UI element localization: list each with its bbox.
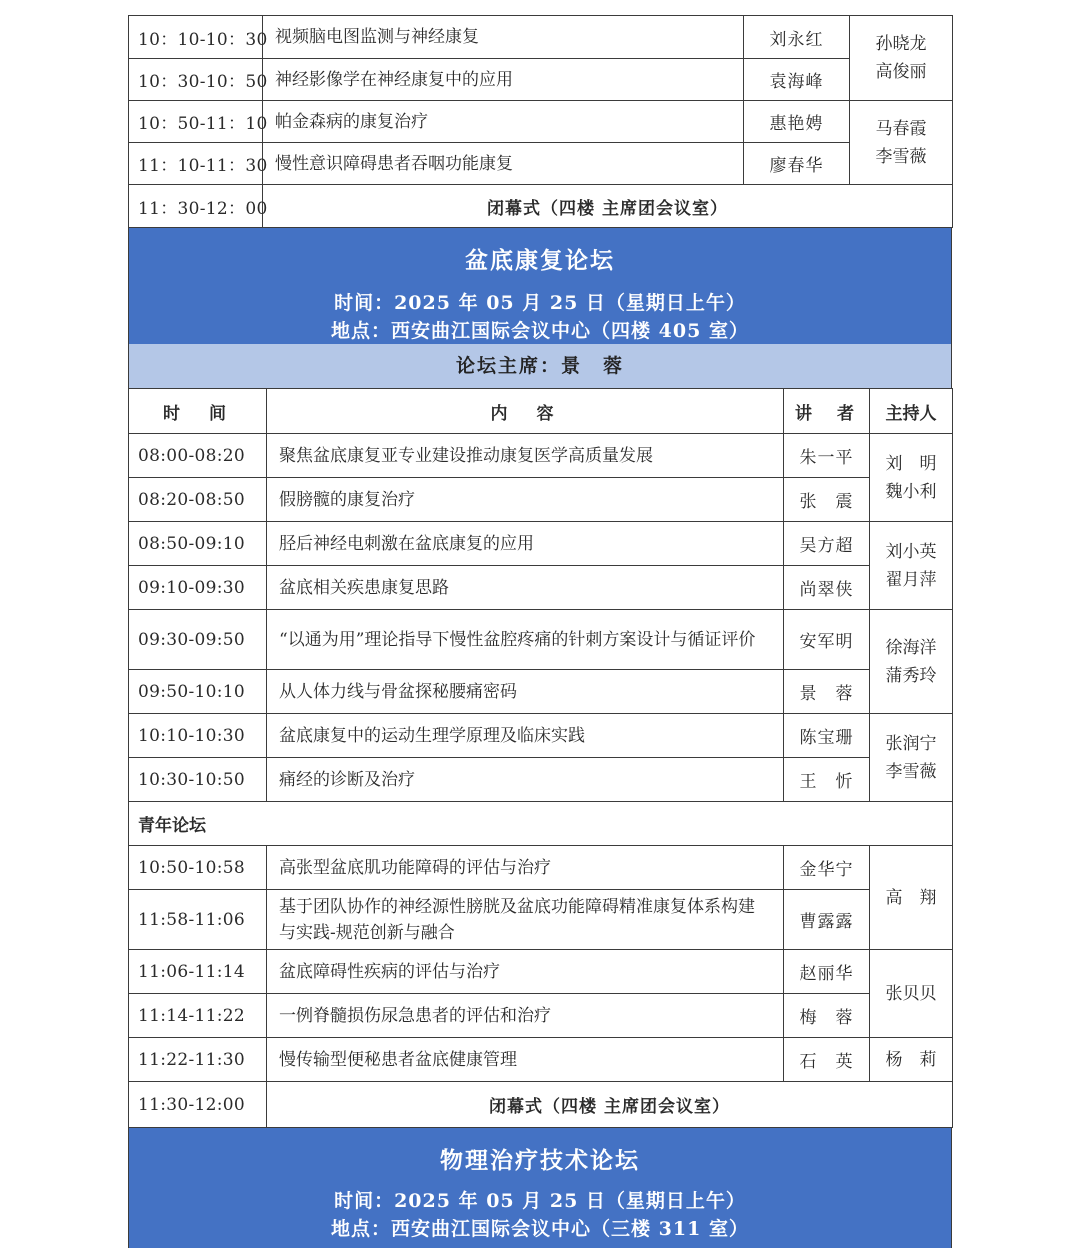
speaker-cell: 赵丽华 — [784, 950, 870, 994]
time-cell: 10：10-10：30 — [129, 16, 263, 59]
forum-schedule-table — [128, 388, 953, 1128]
time-cell: 10：30-10：50 — [129, 59, 263, 101]
host-cell: 高 翔 — [870, 846, 953, 950]
agenda-page — [128, 15, 952, 1248]
header-host: 主持人 — [870, 389, 953, 434]
forum-place: 地点：西安曲江国际会议中心（四楼 405 室） — [331, 320, 749, 342]
speaker-cell: 袁海峰 — [744, 59, 850, 101]
table-row — [129, 566, 953, 610]
time-cell: 11:22-11:30 — [129, 1038, 267, 1082]
content-cell: 聚焦盆底康复亚专业建设推动康复医学高质量发展 — [267, 434, 784, 478]
time-cell: 11:30-12:00 — [129, 1082, 267, 1128]
host-name: 马春霞 — [875, 118, 927, 139]
youth-forum-label: 青年论坛 — [129, 802, 953, 846]
content-cell: 帕金森病的康复治疗 — [263, 101, 744, 143]
content-cell: 盆底康复中的运动生理学原理及临床实践 — [267, 714, 784, 758]
host-name: 高俊丽 — [875, 62, 927, 82]
host-name: 蒲秀玲 — [885, 665, 937, 686]
time-cell: 10：50-11：10 — [129, 101, 263, 143]
table-row — [129, 101, 953, 143]
table-row — [129, 610, 953, 670]
forum-title: 盆底康复论坛 — [465, 247, 615, 274]
content-cell: 痛经的诊断及治疗 — [267, 758, 784, 802]
forum-time: 时间：2025 年 05 月 25 日（星期日上午） — [334, 1190, 746, 1212]
time-cell: 08:00-08:20 — [129, 434, 267, 478]
host-cell — [870, 610, 953, 714]
speaker-cell: 刘永红 — [744, 16, 850, 59]
time-cell: 08:50-09:10 — [129, 522, 267, 566]
speaker-cell: 梅 蓉 — [784, 994, 870, 1038]
speaker-cell: 金华宁 — [784, 846, 870, 890]
host-name: 徐海洋 — [885, 637, 937, 658]
section-row — [129, 802, 953, 846]
host-cell — [870, 434, 953, 522]
table-row — [129, 522, 953, 566]
host-name: 张润宁 — [885, 733, 937, 754]
speaker-cell: 张 震 — [784, 478, 870, 522]
header-speaker: 讲 者 — [784, 389, 870, 434]
speaker-cell: 王 忻 — [784, 758, 870, 802]
content-cell: 盆底相关疾患康复思路 — [267, 566, 784, 610]
table-row — [129, 714, 953, 758]
host-cell: 杨 莉 — [870, 1038, 953, 1082]
forum-time: 时间：2025 年 05 月 25 日（星期日上午） — [334, 292, 746, 314]
closing-label: 闭幕式（四楼 主席团会议室） — [267, 1082, 953, 1128]
speaker-cell: 吴方超 — [784, 522, 870, 566]
content-cell: 假膀髋的康复治疗 — [267, 478, 784, 522]
host-name: 魏小利 — [885, 481, 937, 502]
table-row — [129, 434, 953, 478]
speaker-cell: 曹露露 — [784, 890, 870, 950]
time-cell: 10:30-10:50 — [129, 758, 267, 802]
content-cell: 神经影像学在神经康复中的应用 — [263, 59, 744, 101]
table-row — [129, 950, 953, 994]
table-row — [129, 890, 953, 950]
time-cell: 11:14-11:22 — [129, 994, 267, 1038]
table-row — [129, 16, 953, 59]
host-name: 孙晓龙 — [875, 34, 927, 54]
content-cell: 视频脑电图监测与神经康复 — [263, 16, 744, 59]
forum-title: 物理治疗技术论坛 — [440, 1147, 640, 1174]
time-cell: 11：30-12：00 — [129, 185, 263, 228]
forum-chair: 论坛主席：景 蓉 — [128, 344, 952, 388]
table-row — [129, 670, 953, 714]
time-cell: 10:50-10:58 — [129, 846, 267, 890]
speaker-cell: 尚翠侠 — [784, 566, 870, 610]
host-cell — [870, 714, 953, 802]
table-row — [129, 59, 953, 101]
host-name: 李雪薇 — [875, 146, 927, 167]
content-cell: 盆底障碍性疾病的评估与治疗 — [267, 950, 784, 994]
content-cell: 慢传输型便秘患者盆底健康管理 — [267, 1038, 784, 1082]
speaker-cell: 廖春华 — [744, 143, 850, 185]
forum-banner — [128, 228, 952, 344]
content-cell: 慢性意识障碍患者吞咽功能康复 — [263, 143, 744, 185]
time-cell: 11：10-11：30 — [129, 143, 263, 185]
speaker-cell: 陈宝珊 — [784, 714, 870, 758]
content-cell: 一例脊髓损伤尿急患者的评估和治疗 — [267, 994, 784, 1038]
time-cell: 11:06-11:14 — [129, 950, 267, 994]
time-cell: 09:30-09:50 — [129, 610, 267, 670]
top-schedule-table — [128, 15, 953, 228]
table-row — [129, 846, 953, 890]
speaker-cell: 安军明 — [784, 610, 870, 670]
speaker-cell: 朱一平 — [784, 434, 870, 478]
forum-place: 地点：西安曲江国际会议中心（三楼 311 室） — [331, 1218, 749, 1240]
table-header-row — [129, 389, 953, 434]
closing-row — [129, 185, 953, 228]
content-cell: 胫后神经电刺激在盆底康复的应用 — [267, 522, 784, 566]
speaker-cell: 景 蓉 — [784, 670, 870, 714]
table-row — [129, 758, 953, 802]
time-cell: 09:50-10:10 — [129, 670, 267, 714]
time-cell: 11:58-11:06 — [129, 890, 267, 950]
header-content: 内 容 — [267, 389, 784, 434]
header-time: 时 间 — [129, 389, 267, 434]
table-row — [129, 478, 953, 522]
content-cell: “以通为用”理论指导下慢性盆腔疼痛的针刺方案设计与循证评价 — [267, 610, 784, 670]
content-cell: 从人体力线与骨盆探秘腰痛密码 — [267, 670, 784, 714]
host-cell — [870, 522, 953, 610]
speaker-cell: 石 英 — [784, 1038, 870, 1082]
host-name: 李雪薇 — [885, 761, 937, 782]
forum-banner — [128, 1128, 952, 1248]
host-name: 刘小英 — [885, 541, 937, 562]
content-cell: 高张型盆底肌功能障碍的评估与治疗 — [267, 846, 784, 890]
table-row — [129, 1038, 953, 1082]
closing-row — [129, 1082, 953, 1128]
host-name: 翟月萍 — [885, 569, 937, 590]
host-cell — [850, 16, 953, 101]
closing-label: 闭幕式（四楼 主席团会议室） — [263, 185, 953, 228]
host-cell: 张贝贝 — [870, 950, 953, 1038]
content-cell: 基于团队协作的神经源性膀胱及盆底功能障碍精准康复体系构建与实践-规范创新与融合 — [267, 890, 784, 950]
time-cell: 08:20-08:50 — [129, 478, 267, 522]
time-cell: 10:10-10:30 — [129, 714, 267, 758]
table-row — [129, 143, 953, 185]
speaker-cell: 惠艳娉 — [744, 101, 850, 143]
table-row — [129, 994, 953, 1038]
host-cell — [850, 101, 953, 185]
host-name: 刘 明 — [885, 453, 937, 474]
time-cell: 09:10-09:30 — [129, 566, 267, 610]
